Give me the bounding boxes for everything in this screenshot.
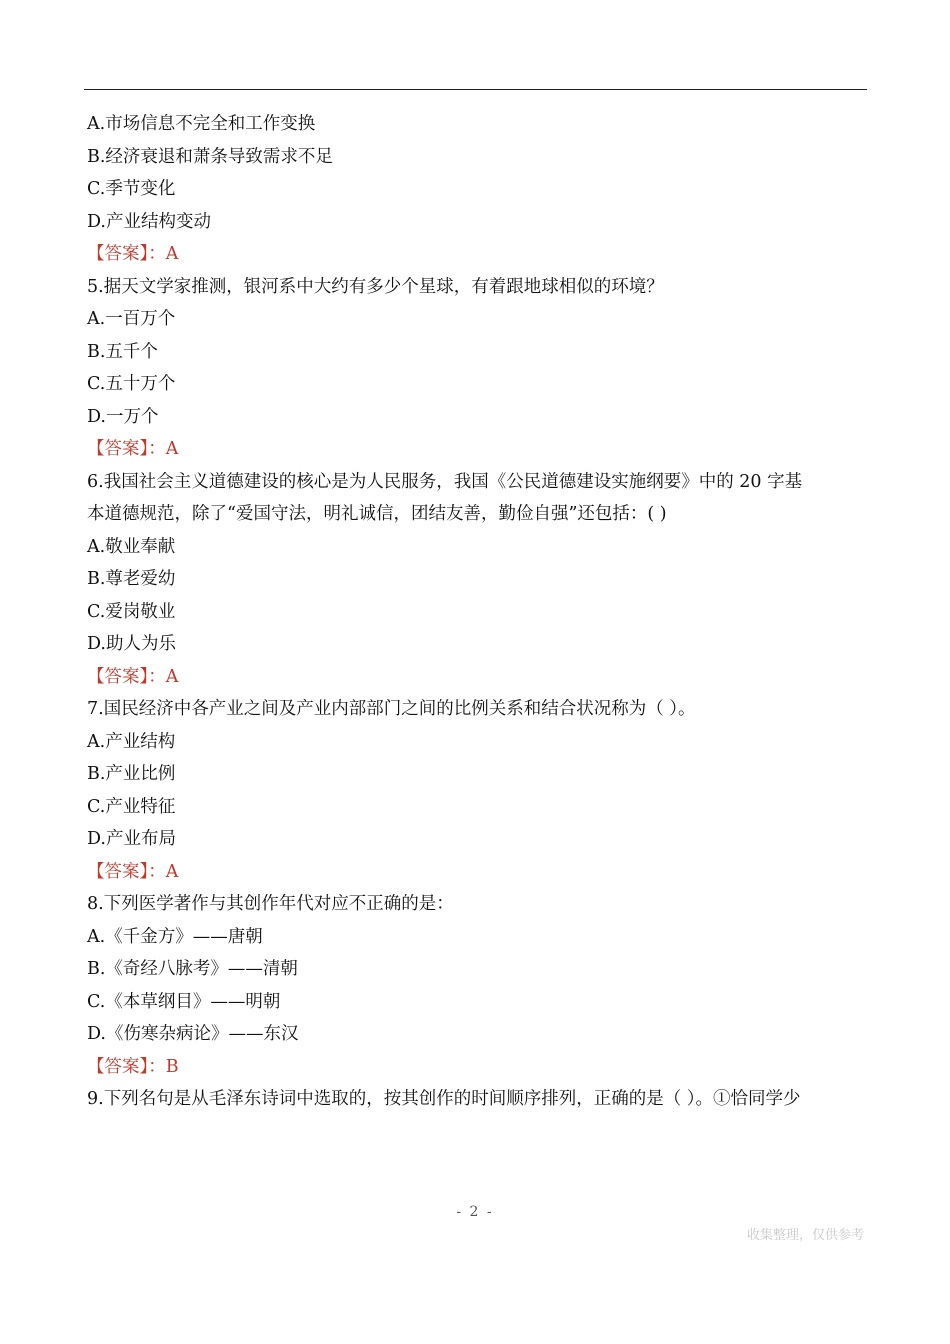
option-line: A.市场信息不完全和工作变换 bbox=[87, 114, 316, 134]
question-line: 本道德规范，除了“爱国守法，明礼诚信，团结友善，勤俭自强”还包括：( ) bbox=[87, 504, 667, 524]
answer-line: 【答案】：A bbox=[87, 861, 179, 882]
option-line: A.产业结构 bbox=[87, 731, 176, 752]
option-line: C.《本草纲目》——明朝 bbox=[87, 991, 281, 1012]
option-line: D.产业结构变动 bbox=[87, 211, 211, 232]
option-line: B.《奇经八脉考》——清朝 bbox=[87, 959, 298, 979]
option-line: D.产业布局 bbox=[87, 829, 176, 849]
answer-line: 【答案】：A bbox=[87, 244, 179, 264]
option-line: B.尊老爱幼 bbox=[87, 569, 176, 589]
answer-line: 【答案】：A bbox=[87, 666, 179, 687]
option-line: B.五千个 bbox=[87, 341, 158, 362]
option-line: B.经济衰退和萧条导致需求不足 bbox=[87, 146, 333, 167]
option-line: D.《伤寒杂病论》——东汉 bbox=[87, 1024, 299, 1044]
option-line: D.一万个 bbox=[87, 406, 159, 427]
question-line: 7.国民经济中各产业之间及产业内部部门之间的比例关系和结合状况称为（ ）。 bbox=[87, 699, 696, 719]
option-line: A.敬业奉献 bbox=[87, 536, 176, 557]
option-line: C.五十万个 bbox=[87, 374, 176, 394]
option-line: C.季节变化 bbox=[87, 179, 176, 199]
option-line: C.爱岗敬业 bbox=[87, 601, 176, 622]
question-line: 8.下列医学著作与其创作年代对应不正确的是： bbox=[87, 894, 454, 914]
document-body bbox=[87, 108, 867, 1116]
question-line: 5.据天文学家推测，银河系中大约有多少个星球，有着跟地球相似的环境？ bbox=[87, 276, 664, 297]
answer-line: 【答案】：B bbox=[87, 1056, 179, 1077]
option-line: A.《千金方》——唐朝 bbox=[87, 926, 263, 947]
question-line: 6.我国社会主义道德建设的核心是为人民服务，我国《公民道德建设实施纲要》中的 20 字基 bbox=[87, 471, 803, 492]
page-number: - 2 - bbox=[456, 1204, 494, 1220]
option-line: B.产业比例 bbox=[87, 764, 176, 784]
option-line: C.产业特征 bbox=[87, 796, 176, 817]
header-rule bbox=[84, 89, 867, 90]
question-line: 9.下列名句是从毛泽东诗词中选取的，按其创作的时间顺序排列，正确的是（ ）。①恰同学少 bbox=[87, 1089, 801, 1109]
option-line: A.一百万个 bbox=[87, 309, 176, 329]
option-line: D.助人为乐 bbox=[87, 634, 176, 654]
footer-note: 收集整理，仅供参考 bbox=[746, 1228, 864, 1243]
answer-line: 【答案】：A bbox=[87, 439, 179, 459]
